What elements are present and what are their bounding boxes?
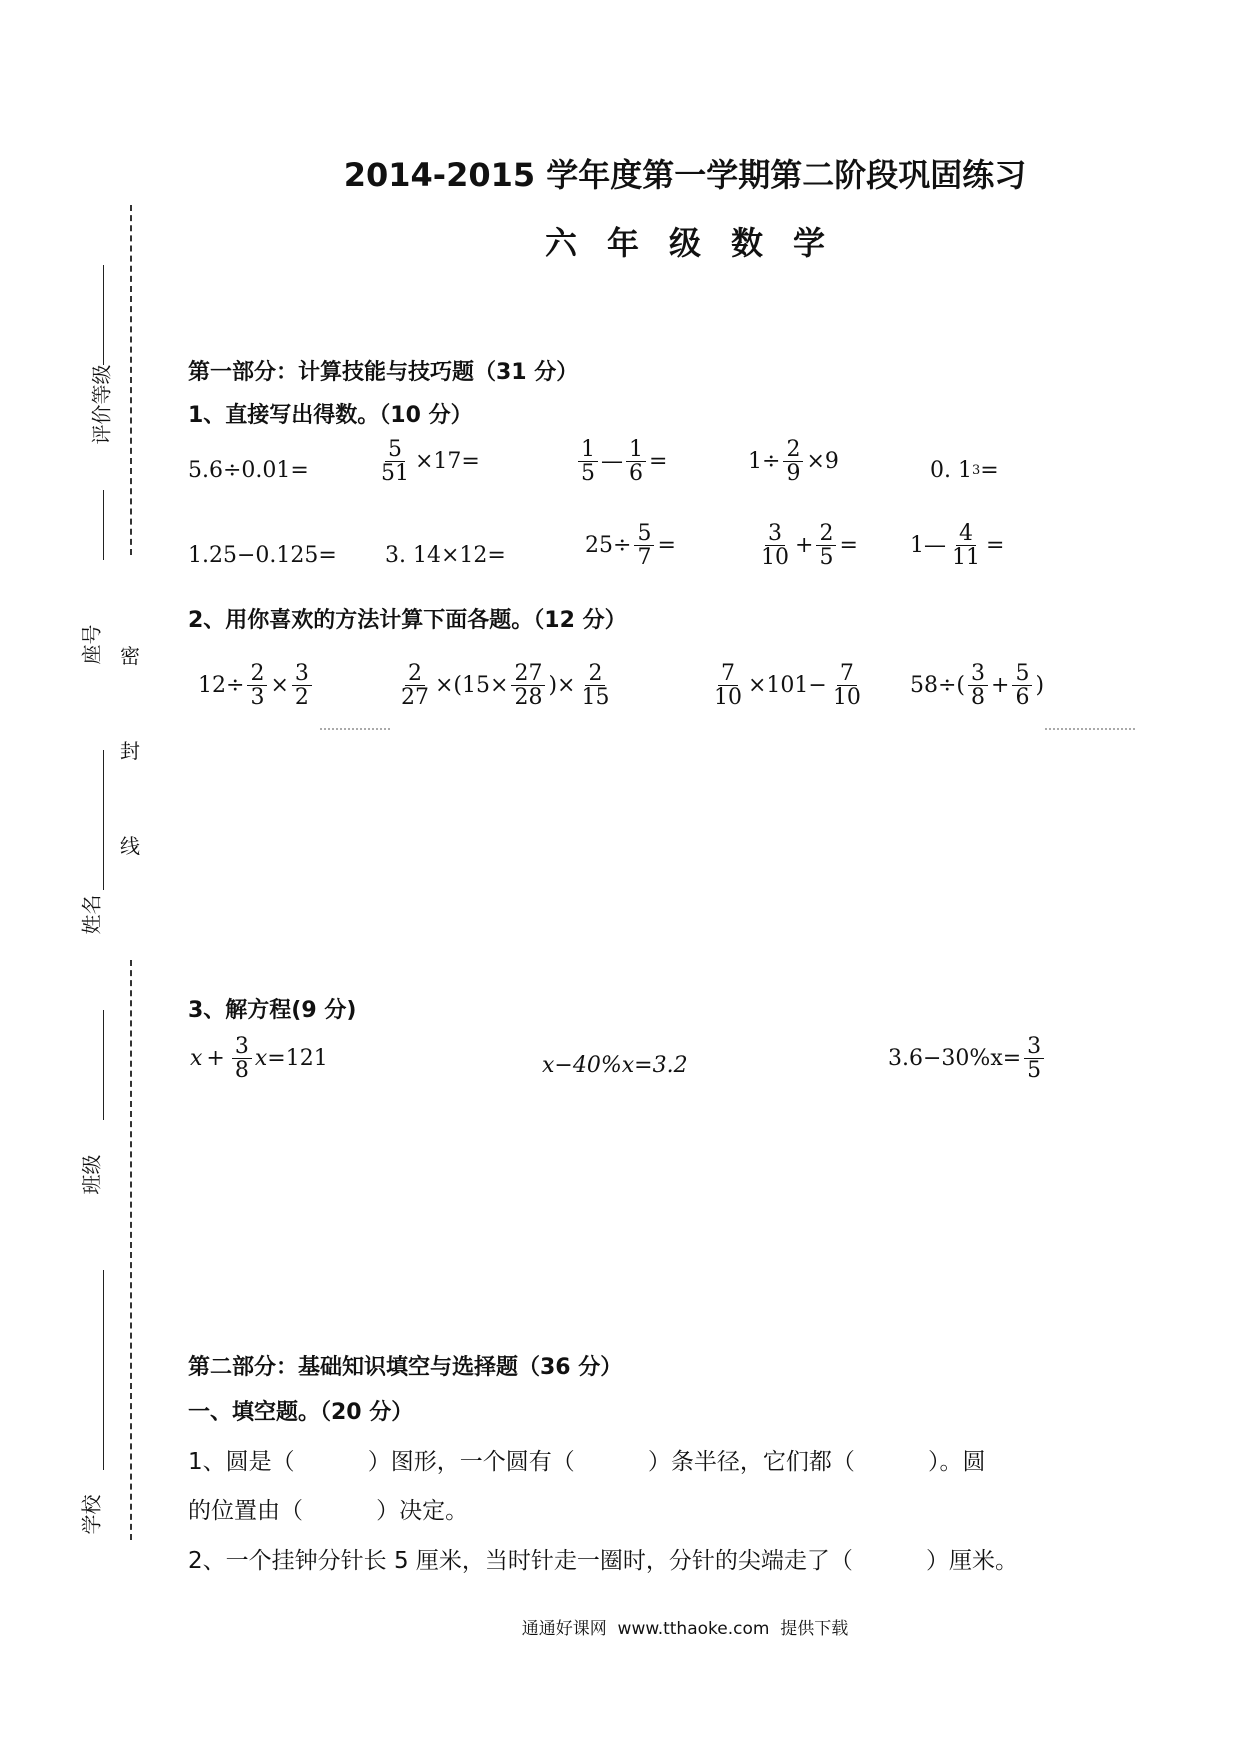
fraction: $\frac{2}{9}$ <box>783 438 803 485</box>
rating-line <box>103 265 104 365</box>
part1-heading: 第一部分：计算技能与技巧题（31 分） <box>188 360 579 385</box>
name-label: 姓名 <box>79 894 104 935</box>
q2-d: 58÷( $\frac{3}{8}$ + $\frac{5}{6}$ ) <box>910 661 1045 711</box>
fraction: $\frac{3}{8}$ <box>232 1035 252 1082</box>
q1-r2-b: 3. 14×12= <box>385 542 506 568</box>
fraction: $\frac{2}{5}$ <box>816 522 836 569</box>
q3-a: x + $\frac{3}{8}$ x =121 <box>190 1034 328 1084</box>
q2-b: $\frac{2}{27}$ ×(15× $\frac{27}{28}$ )× $\frac{2}{15}$ <box>395 662 615 709</box>
fraction: $\frac{3}{5}$ <box>1024 1035 1044 1082</box>
page-title: 2014-2015 学年度第一学期第二阶段巩固练习 <box>343 156 1027 194</box>
fill-heading: 一、填空题。（20 分） <box>188 1400 414 1425</box>
fill-q1-line2: 的位置由（ ）决定。 <box>188 1498 469 1524</box>
part2-heading: 第二部分：基础知识填空与选择题（36 分） <box>188 1355 623 1380</box>
fraction: $\frac{5}{51}$ <box>381 437 409 487</box>
q2-c: $\frac{7}{10}$ ×101− $\frac{7}{10}$ <box>708 662 867 709</box>
fraction: $\frac{3}{8}$ <box>968 662 988 709</box>
q1-r2-c: 25÷ $\frac{5}{7}$ = <box>585 521 676 571</box>
q1-heading: 1、直接写出得数。（10 分） <box>188 403 473 428</box>
scan-dots-right <box>1045 728 1135 730</box>
fraction: $\frac{1}{6}$ <box>626 438 646 485</box>
footer-source: 通通好课网 www.tthaoke.com 提供下载 <box>521 1619 849 1639</box>
q1-r1-a: 5.6÷0.01= <box>188 457 309 483</box>
q1-r1-c: $\frac{1}{5}$ — $\frac{1}{6}$ = <box>575 438 667 485</box>
q1-r1-e: 0. 1 3 = <box>930 457 999 483</box>
seal-feng: 封 <box>120 739 140 763</box>
q2-heading: 2、用你喜欢的方法计算下面各题。（12 分） <box>188 608 627 633</box>
page-subtitle: 六年级数学 <box>544 224 855 262</box>
fraction: $\frac{1}{5}$ <box>578 438 598 485</box>
seat-line <box>103 750 104 890</box>
class-label: 班级 <box>79 1154 104 1195</box>
q3-b: x−40%x=3.2 <box>542 1052 688 1078</box>
q1-r2-a: 1.25−0.125= <box>188 542 337 568</box>
fraction: $\frac{2}{27}$ <box>401 661 429 711</box>
rating-line-2 <box>103 490 104 560</box>
q3-c: 3.6−30%x= $\frac{3}{5}$ <box>888 1035 1047 1082</box>
scan-dots-left <box>320 728 390 730</box>
fraction: $\frac{7}{10}$ <box>714 661 742 711</box>
fraction: $\frac{3}{10}$ <box>761 521 789 571</box>
fraction: $\frac{2}{15}$ <box>581 661 610 711</box>
fraction: $\frac{5}{7}$ <box>634 522 654 569</box>
q3-heading: 3、解方程(9 分) <box>188 998 357 1023</box>
rating-label: 评价等级 <box>89 364 114 445</box>
q2-a: 12÷ $\frac{2}{3}$ × $\frac{3}{2}$ <box>198 662 315 709</box>
seal-mi: 密 <box>120 644 140 668</box>
class-line <box>103 1010 104 1120</box>
seal-xian: 线 <box>120 834 140 858</box>
q1-r1-d: 1÷ $\frac{2}{9}$ ×9 <box>748 437 839 487</box>
fraction: $\frac{5}{6}$ <box>1012 662 1032 709</box>
fraction: $\frac{2}{3}$ <box>247 662 267 709</box>
fraction: $\frac{4}{11}$ <box>952 521 980 571</box>
q1-r1-b: $\frac{5}{51}$ ×17= <box>375 438 480 485</box>
binding-dash-bottom <box>130 960 132 1540</box>
fraction: $\frac{3}{2}$ <box>292 662 312 709</box>
fill-q1-line1: 1、圆是（ ）图形，一个圆有（ ）条半径，它们都（ ）。圆 <box>188 1449 986 1475</box>
fill-q2-line: 2、一个挂钟分针长 5 厘米，当时针走一圈时，分针的尖端走了（ ）厘米。 <box>188 1548 1018 1574</box>
fraction: $\frac{27}{28}$ <box>511 662 545 709</box>
q1-r2-d: $\frac{3}{10}$ + $\frac{2}{5}$ = <box>755 522 858 569</box>
q1-r2-e: 1— $\frac{4}{11}$ = <box>910 521 1005 571</box>
seat-label: 座号 <box>79 624 104 665</box>
school-label: 学校 <box>79 1494 104 1535</box>
school-line <box>103 1270 104 1470</box>
fraction: $\frac{7}{10}$ <box>832 661 861 711</box>
